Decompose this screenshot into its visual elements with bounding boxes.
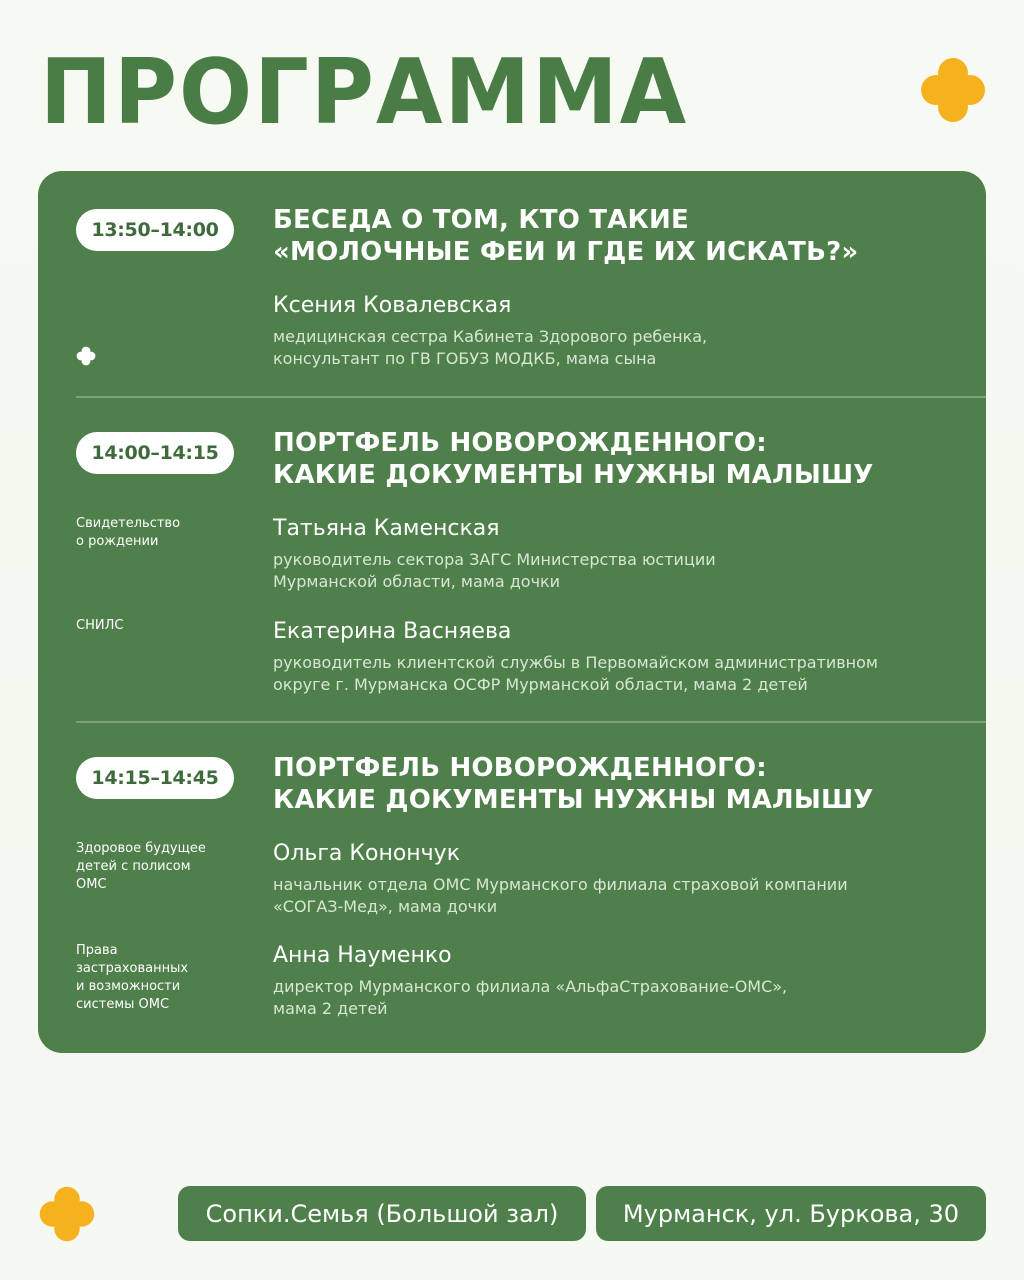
speaker xyxy=(273,515,963,593)
clover-icon xyxy=(919,56,987,124)
talk-title xyxy=(273,427,953,491)
speaker-role: медицинская сестра Кабинета Здорового ребенка, консультант по ГВ ГОБУЗ МОДКБ, мама сына xyxy=(273,327,708,368)
clover-icon xyxy=(38,1185,96,1243)
speaker-role: руководитель клиентской службы в Первомайском административном округе г. Мурманска ОСФР Мурманской области, мама 2 детей xyxy=(273,653,878,694)
speaker xyxy=(273,942,963,1020)
page-title: ПРОГРАММА xyxy=(40,40,689,145)
topic-label: Свидетельство о рождении xyxy=(76,516,181,549)
topic-label: Здоровое будущее детей с полисом ОМС xyxy=(76,841,206,892)
address-badge: Мурманск, ул. Буркова, 30 xyxy=(596,1186,986,1241)
talk-title xyxy=(273,752,953,816)
speaker xyxy=(273,840,963,918)
speaker-role: директор Мурманского филиала «АльфаСтрахование-ОМС», мама 2 детей xyxy=(273,977,788,1018)
program-card xyxy=(38,171,986,1053)
speaker xyxy=(273,618,963,696)
divider xyxy=(76,721,986,723)
speaker-name: Татьяна Каменская xyxy=(273,516,500,541)
time-badge: 14:15–14:45 xyxy=(76,757,234,799)
speaker-name: Ксения Ковалевская xyxy=(273,293,512,318)
topic-label: СНИЛС xyxy=(76,618,124,633)
clover-icon xyxy=(76,346,96,366)
speaker-name: Ольга Конончук xyxy=(273,841,460,866)
topic-label: Права застрахованных и возможности системы ОМС xyxy=(76,943,189,1012)
speaker-role: руководитель сектора ЗАГС Министерства юстиции Мурманской области, мама дочки xyxy=(273,550,716,591)
speaker-name: Анна Науменко xyxy=(273,943,452,968)
talk-title-text: БЕСЕДА О ТОМ, КТО ТАКИЕ «МОЛОЧНЫЕ ФЕИ И ГДЕ ИХ ИСКАТЬ?» xyxy=(273,205,859,267)
talk-title-text: ПОРТФЕЛЬ НОВОРОЖДЕННОГО: КАКИЕ ДОКУМЕНТЫ НУЖНЫ МАЛЫШУ xyxy=(273,753,874,815)
time-badge: 13:50–14:00 xyxy=(76,209,234,251)
speaker-role: начальник отдела ОМС Мурманского филиала страховой компании «СОГАЗ-Мед», мама дочки xyxy=(273,875,848,916)
speaker-name: Екатерина Васняева xyxy=(273,619,512,644)
venue-badge: Сопки.Семья (Большой зал) xyxy=(178,1186,586,1241)
speaker xyxy=(273,292,963,370)
divider xyxy=(76,396,986,398)
time-badge: 14:00–14:15 xyxy=(76,432,234,474)
talk-title xyxy=(273,204,953,268)
talk-title-text: ПОРТФЕЛЬ НОВОРОЖДЕННОГО: КАКИЕ ДОКУМЕНТЫ НУЖНЫ МАЛЫШУ xyxy=(273,428,874,490)
